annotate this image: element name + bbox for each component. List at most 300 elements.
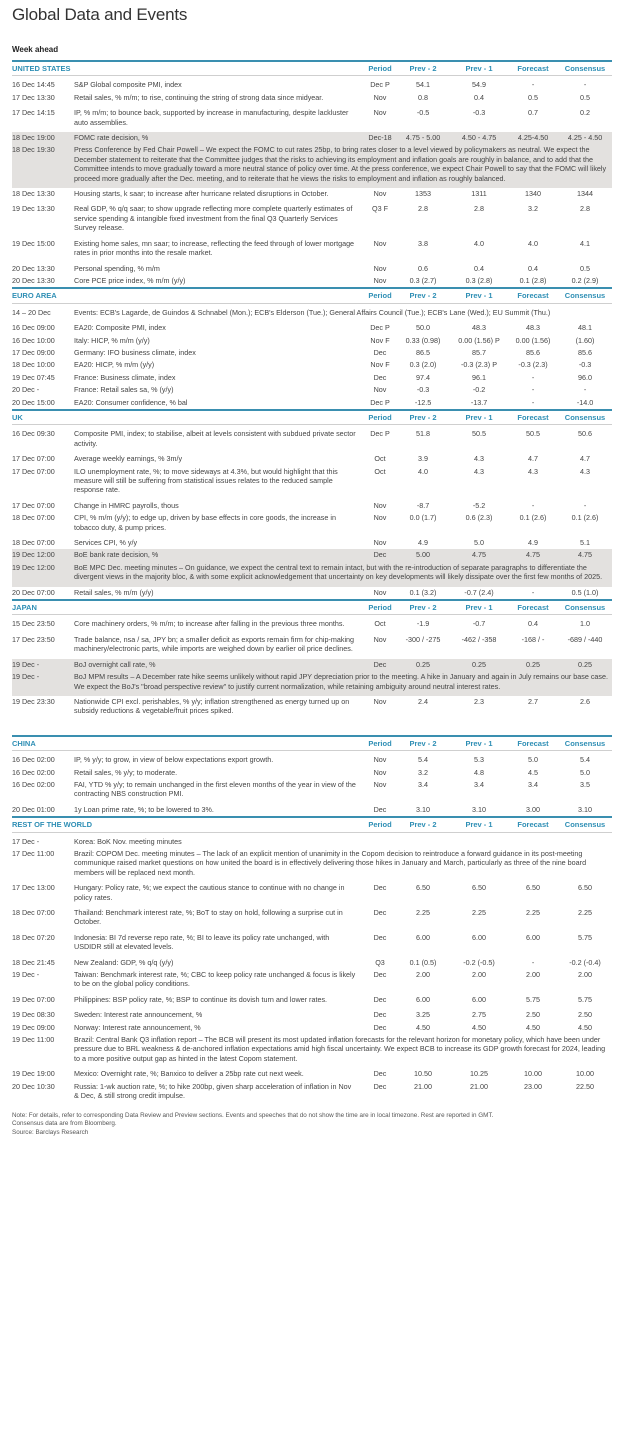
row-date: 19 Dec - (12, 671, 74, 693)
row-forecast: - (531, 500, 535, 510)
footer-note: Note: For details, refer to corresponding Data Review and Preview sections. Events and speeches that do not show the time are in local timezone. Rest are reported in GMT. (12, 1111, 494, 1119)
row-prev-1: 2.25 (472, 908, 487, 917)
row-period: Nov (373, 513, 387, 523)
row-forecast: 0.7 (528, 108, 539, 118)
table-row (12, 994, 612, 1006)
row-date: 19 Dec 09:00 (12, 1022, 55, 1032)
row-forecast: 4.9 (528, 538, 539, 548)
row-description: Press Conference by Fed Chair Powell – We expect the FOMC to cut rates 25bp, to bring rates closer to a level viewed by policymakers as neutral. We expect the December statement to reiterate that the Committee judges that the risks to achieving its employment and inflation goals are roughly in balance, and to add that the Committee intends to move gradually toward a more neutral stance of policy over time. At the press conference, we expect Chair Powell to say that the FOMC will likely proceed more gradually after the Dec. meeting, and to reiterate that he views the risks to employment and inflation as roughly balanced. (74, 144, 612, 185)
row-consensus: 6.50 (578, 883, 593, 893)
row-prev-1: 1311 (471, 189, 487, 199)
row-prev-2: 2.00 (416, 970, 431, 980)
column-header: Forecast (508, 736, 558, 751)
table-row (12, 1009, 612, 1021)
row-consensus: 5.75 (578, 994, 593, 1004)
column-header: Prev - 1 (450, 600, 508, 615)
row-description: Composite PMI, index; to stabilise, albeit at levels consistent with subdued private sector activity. (74, 429, 356, 448)
table-row (12, 275, 612, 288)
row-period: Dec (373, 1022, 387, 1032)
column-header: Prev - 1 (450, 817, 508, 832)
row-consensus: 0.25 (558, 659, 612, 671)
row-description: EA20: HICP, % m/m (y/y) (74, 360, 155, 370)
row-forecast: - (531, 397, 535, 407)
row-forecast: 5.0 (528, 755, 539, 765)
column-header: Consensus (558, 736, 612, 751)
row-forecast: 4.25-4.50 (508, 132, 558, 144)
row-description: Sweden: Interest rate announcement, % (74, 1010, 203, 1020)
row-period: Nov (373, 275, 387, 285)
row-period: Nov (373, 767, 387, 777)
column-header: Period (364, 600, 396, 615)
table-row (12, 549, 612, 561)
row-prev-1: -0.2 (472, 385, 486, 395)
row-consensus: 0.5 (580, 263, 591, 273)
table-row (12, 696, 612, 718)
row-description: France: Business climate, index (74, 372, 176, 382)
row-period: Dec P (370, 429, 390, 439)
row-date: 18 Dec 07:00 (12, 538, 55, 548)
row-forecast: 0.4 (528, 263, 539, 273)
row-consensus: 4.7 (580, 454, 591, 464)
row-period: Nov (373, 779, 387, 789)
row-prev-1: -462 / -358 (461, 634, 497, 644)
row-consensus: 10.00 (576, 1069, 595, 1079)
row-period: Oct (374, 466, 386, 476)
row-date: 14 – 20 Dec (12, 307, 51, 317)
row-prev-2: 5.00 (396, 549, 450, 561)
row-consensus: 4.3 (580, 466, 591, 476)
section-title: REST OF THE WORLD (12, 817, 364, 832)
row-date: 20 Dec - (12, 385, 40, 395)
row-prev-1: 10.25 (470, 1069, 489, 1079)
row-prev-1: 4.0 (474, 238, 485, 248)
row-description: Real GDP, % q/q saar; to show upgrade reflecting more complete quarterly estimates of service spending & intangible fixed investment from the final Q3 Quarterly Services Survey release. (74, 204, 353, 233)
row-prev-2: 3.25 (416, 1010, 431, 1020)
row-date: 19 Dec 19:00 (12, 1069, 55, 1079)
row-consensus: 2.8 (580, 204, 591, 214)
spacer-row (12, 721, 612, 736)
row-period: Nov (373, 189, 387, 199)
row-prev-1: 0.00 (1.56) P (458, 335, 500, 345)
table-row (12, 92, 612, 104)
row-period: Dec (373, 970, 387, 980)
row-prev-2: 10.50 (414, 1069, 433, 1079)
table-row (12, 335, 612, 347)
row-prev-2: 2.8 (418, 204, 429, 214)
row-prev-2: 3.4 (418, 779, 429, 789)
row-consensus: - (583, 385, 587, 395)
row-prev-1: 54.9 (472, 80, 487, 90)
row-description: Norway: Interest rate announcement, % (74, 1022, 201, 1032)
row-period: Oct (374, 619, 386, 629)
row-forecast: 0.1 (2.8) (519, 275, 547, 285)
row-description: IP, % m/m; to bounce back, supported by increase in manufacturing, despite lackluster auto assemblies. (74, 108, 349, 127)
row-forecast: 0.00 (1.56) (515, 335, 551, 345)
table-row (12, 238, 612, 260)
row-period: Nov (373, 385, 387, 395)
column-header: Forecast (508, 600, 558, 615)
column-header: Prev - 2 (396, 600, 450, 615)
row-consensus: 5.0 (580, 767, 591, 777)
spacer (12, 1103, 612, 1106)
table-row (12, 671, 612, 693)
table-row (12, 804, 612, 817)
row-description: Korea: BoK Nov. meeting minutes (74, 836, 182, 846)
row-prev-1: 96.1 (472, 372, 487, 382)
row-period: Dec P (370, 397, 390, 407)
table-row (12, 347, 612, 359)
row-prev-2: -8.7 (416, 500, 430, 510)
row-date: 15 Dec 23:50 (12, 619, 55, 629)
row-prev-2: 0.3 (2.7) (409, 275, 437, 285)
table-row (12, 307, 612, 319)
row-prev-1: 2.8 (474, 204, 485, 214)
row-prev-1: 4.50 - 4.75 (450, 132, 508, 144)
row-forecast: 4.75 (508, 549, 558, 561)
row-description: Trade balance, nsa / sa, JPY bn; a smaller deficit as exports remain firm for chip-making machinery/electronic parts, while imports are weighed down by earlier oil price declines. (74, 634, 355, 654)
table-row (12, 754, 612, 766)
row-date: 17 Dec 07:00 (12, 454, 55, 464)
row-date: 17 Dec - (12, 836, 40, 846)
row-date: 19 Dec 08:30 (12, 1010, 55, 1020)
row-date: 16 Dec 10:00 (12, 335, 55, 345)
row-forecast: -168 / - (521, 634, 545, 644)
table-row (12, 659, 612, 671)
row-consensus: 0.1 (2.6) (571, 513, 599, 523)
row-period: Dec (373, 908, 387, 917)
row-consensus: 50.6 (578, 429, 593, 439)
row-prev-1: 50.5 (472, 429, 487, 439)
section-header-row (12, 61, 612, 76)
row-prev-2: 4.50 (416, 1022, 431, 1032)
row-date: 17 Dec 13:00 (12, 883, 55, 893)
row-consensus: 2.50 (578, 1010, 593, 1020)
row-period: Dec (373, 932, 387, 942)
row-description: BoE MPC Dec. meeting minutes – On guidance, we expect the central text to remain intact, but with the re-introduction of separate paragraphs to differentiate the divergent views in the majority bloc, & with some explicit acknowledgement that uncertainty on key developments will likely dissipate over the first few months of 2025. (74, 562, 612, 584)
row-consensus: 5.1 (580, 538, 591, 548)
row-description: FAI, YTD % y/y; to remain unchanged in the first eleven months of the year in view of the contracting NBS construction PMI. (74, 779, 356, 799)
row-date: 16 Dec 09:30 (12, 429, 55, 439)
section-header-row (12, 410, 612, 425)
row-forecast: 2.25 (526, 908, 541, 917)
row-description: Core machinery orders, % m/m; to increase after falling in the previous three months. (74, 619, 345, 629)
column-header: Consensus (558, 817, 612, 832)
row-forecast: 3.4 (528, 779, 539, 789)
row-prev-1: 4.75 (450, 549, 508, 561)
row-date: 20 Dec 15:00 (12, 397, 55, 407)
row-forecast: 4.7 (528, 454, 539, 464)
row-period: Nov (373, 538, 387, 548)
row-date: 19 Dec 12:00 (12, 549, 74, 561)
row-forecast: 4.3 (528, 466, 539, 476)
section-title: EURO AREA (12, 288, 364, 303)
row-date: 17 Dec 14:15 (12, 108, 55, 118)
row-forecast: 2.50 (526, 1010, 541, 1020)
column-header: Forecast (508, 817, 558, 832)
table-row (12, 500, 612, 512)
row-date: 18 Dec 10:00 (12, 360, 55, 370)
table-row (12, 907, 612, 929)
section-header-row (12, 600, 612, 615)
row-forecast: - (531, 385, 535, 395)
row-prev-1: 2.00 (472, 970, 487, 980)
column-header: Period (364, 817, 396, 832)
row-forecast: - (531, 957, 535, 967)
row-date: 19 Dec - (12, 970, 40, 980)
row-forecast: 0.4 (528, 619, 539, 629)
row-description: Russia: 1-wk auction rate, %; to hike 200bp, given sharp acceleration of inflation in Nov & Dec, & still strong credit impulse. (74, 1081, 352, 1101)
row-description: Indonesia: BI 7d reverse repo rate, %; BI to leave its policy rate unchanged, with USDIDR still at elevated levels. (74, 932, 330, 952)
row-forecast: 2.7 (528, 696, 539, 706)
row-consensus: -0.3 (578, 360, 592, 370)
row-prev-2: 86.5 (416, 347, 431, 357)
table-row (12, 144, 612, 185)
column-header: Forecast (508, 288, 558, 303)
row-prev-2: 54.1 (416, 80, 431, 90)
table-row (12, 107, 612, 129)
row-prev-1: 4.3 (474, 466, 485, 476)
week-ahead-heading: Week ahead (12, 45, 59, 54)
table-row (12, 779, 612, 801)
row-consensus: 4.1 (580, 238, 591, 248)
row-consensus: 5.75 (578, 932, 593, 942)
row-period: Dec (373, 1069, 387, 1079)
row-forecast: 85.6 (526, 347, 541, 357)
column-header: Prev - 2 (396, 817, 450, 832)
row-forecast: 1340 (525, 189, 542, 199)
row-description: Mexico: Overnight rate, %; Banxico to deliver a 25bp rate cut next week. (74, 1069, 304, 1079)
row-prev-1: 3.10 (472, 804, 487, 814)
row-description: 1y Loan prime rate, %; to be lowered to 3%. (74, 804, 214, 814)
row-description: Retail sales, % y/y; to moderate. (74, 767, 178, 777)
row-consensus: 0.2 (2.9) (571, 275, 599, 285)
row-period: Dec (373, 883, 387, 893)
row-date: 20 Dec 13:30 (12, 263, 55, 273)
row-prev-1: 0.3 (2.8) (465, 275, 493, 285)
row-prev-2: 1353 (415, 189, 432, 199)
row-forecast: 4.50 (526, 1022, 541, 1032)
row-forecast: 23.00 (524, 1081, 543, 1091)
row-forecast: 4.5 (528, 767, 539, 777)
row-consensus: 2.25 (578, 908, 593, 917)
table-row (12, 957, 612, 969)
row-consensus: -0.2 (-0.4) (569, 957, 601, 967)
row-prev-2: 0.8 (418, 92, 429, 102)
row-consensus: 2.00 (578, 970, 593, 980)
row-prev-2: 3.2 (418, 767, 429, 777)
row-prev-2: 4.9 (418, 538, 429, 548)
section-header-row (12, 736, 612, 751)
row-prev-2: 51.8 (416, 429, 431, 439)
row-description: Housing starts, k saar; to increase after hurricane related disruptions in October. (74, 189, 329, 199)
row-prev-2: 0.0 (1.7) (409, 513, 437, 523)
table-row (12, 1081, 612, 1103)
row-description: Brazil: Central Bank Q3 inflation report – The BCB will present its most updated inflation forecasts for the relevant horizon for monetary policy, which have been under pressure due to BRL weakness & de-anchored inflation expectations amid high fiscal uncertainty. We expect BCB to increase its GDP growth forecast for 2024, leading to a more positive output gap as hinted in the latest Copom statement. (74, 1035, 606, 1063)
row-description: EA20: Composite PMI, index (74, 323, 166, 333)
row-forecast: 0.25 (508, 659, 558, 671)
row-consensus: 2.6 (580, 696, 591, 706)
row-period: Nov (373, 500, 387, 510)
row-description: Nationwide CPI excl. perishables, % y/y; inflation strengthened as energy turned up on subsidy reductions & vegetable/fruit prices spiked. (74, 696, 350, 716)
column-header: Period (364, 410, 396, 425)
row-prev-2: 50.0 (416, 323, 431, 333)
row-date: 17 Dec 11:00 (12, 848, 55, 858)
section-title: CHINA (12, 736, 364, 751)
row-consensus: 1.0 (580, 619, 591, 629)
row-period: Nov (373, 238, 387, 248)
row-prev-2: 0.33 (0.98) (405, 335, 441, 345)
row-prev-2: 0.25 (396, 659, 450, 671)
column-header: Prev - 2 (396, 410, 450, 425)
footer-source: Source: Barclays Research (12, 1128, 89, 1136)
section-header-row (12, 817, 612, 832)
table-row (12, 132, 612, 144)
row-period: Nov (373, 108, 387, 118)
row-prev-1: 21.00 (470, 1081, 489, 1091)
row-period: Dec (364, 659, 396, 671)
row-prev-1: 5.3 (474, 755, 485, 765)
row-prev-1: 6.50 (472, 883, 487, 893)
row-description: BoJ overnight call rate, % (74, 659, 364, 671)
row-prev-2: 0.1 (3.2) (409, 587, 437, 597)
row-prev-1: 2.75 (472, 1010, 487, 1020)
row-date: 20 Dec 10:30 (12, 1081, 55, 1091)
row-description: Change in HMRC payrolls, thous (74, 500, 179, 510)
column-header: Prev - 2 (396, 61, 450, 76)
column-header: Consensus (558, 600, 612, 615)
row-prev-2: 6.50 (416, 883, 431, 893)
table-row (12, 969, 612, 991)
row-prev-1: 2.3 (474, 696, 485, 706)
row-prev-2: 4.75 - 5.00 (396, 132, 450, 144)
column-header: Period (364, 288, 396, 303)
row-period: Nov (373, 755, 387, 765)
row-period: Nov (373, 696, 387, 706)
footer-consensus: Consensus data are from Bloomberg. (12, 1120, 117, 1128)
row-period: Nov F (370, 360, 390, 370)
row-period: Q3 F (372, 204, 388, 214)
row-forecast: 3.00 (526, 804, 541, 814)
row-forecast: 4.0 (528, 238, 539, 248)
row-description: ILO unemployment rate, %; to move sideways at 4.3%, but would highlight that this measure will still be suffering from statistical issues relates to the reduced sample response rate. (74, 466, 338, 495)
row-description: Hungary: Policy rate, %; we expect the cautious stance to continue with no change in policy rates. (74, 883, 345, 902)
row-period: Nov (373, 263, 387, 273)
row-description: France: Retail sales sa, % (y/y) (74, 385, 174, 395)
row-description: BoJ MPM results – A December rate hike seems unlikely without rapid JPY depreciation prior to the meeting. A hike in January and again in July remains our base case. We expect the BoJ's "broad perspective review" to justify current normalization, while retaining ambiguity around neutral interest rates. (74, 671, 612, 693)
page-title: Global Data and Events (12, 5, 188, 24)
row-date: 16 Dec 02:00 (12, 779, 55, 789)
row-date: 19 Dec 15:00 (12, 238, 55, 248)
row-prev-1: 0.4 (474, 263, 485, 273)
section-title: UK (12, 410, 364, 425)
table-row (12, 203, 612, 234)
row-forecast: - (531, 372, 535, 382)
row-description: Italy: HICP, % m/m (y/y) (74, 335, 150, 345)
table-row (12, 512, 612, 534)
row-prev-2: 6.00 (416, 994, 431, 1004)
row-date: 20 Dec 13:30 (12, 275, 55, 285)
row-prev-2: 3.8 (418, 238, 429, 248)
row-forecast: 6.50 (526, 883, 541, 893)
row-period: Dec (373, 1010, 387, 1020)
table-row (12, 537, 612, 549)
row-prev-1: 4.8 (474, 767, 485, 777)
row-consensus: 85.6 (578, 347, 593, 357)
column-header: Consensus (558, 288, 612, 303)
row-date: 19 Dec 07:00 (12, 994, 55, 1004)
column-header: Consensus (558, 61, 612, 76)
row-consensus: 22.50 (576, 1081, 595, 1091)
row-period: Q3 (375, 957, 385, 967)
row-description: Retail sales, % m/m; to rise, continuing the string of strong data since midyear. (74, 92, 324, 102)
row-date: 17 Dec 09:00 (12, 347, 55, 357)
row-period: Dec P (370, 323, 390, 333)
row-prev-2: -300 / -275 (405, 634, 441, 644)
row-consensus: - (583, 500, 587, 510)
column-header: Forecast (508, 61, 558, 76)
row-description: EA20: Consumer confidence, % bal (74, 397, 188, 407)
row-prev-2: 5.4 (418, 755, 429, 765)
table-row (12, 932, 612, 954)
row-prev-1: 3.4 (474, 779, 485, 789)
row-prev-2: 6.00 (416, 932, 431, 942)
events-table-body (12, 61, 612, 1106)
row-prev-2: -0.3 (416, 385, 430, 395)
row-prev-1: 4.3 (474, 454, 485, 464)
row-description: Events: ECB's Lagarde, de Guindos & Schnabel (Mon.); ECB's Elderson (Tue.); General Affairs Council (Tue.); ECB's Lane (Wed.); EU Summit (Thu.) (74, 307, 551, 317)
row-date: 17 Dec 07:00 (12, 500, 55, 510)
row-date: 18 Dec 19:00 (12, 132, 74, 144)
row-prev-1: -5.2 (472, 500, 486, 510)
row-prev-1: 85.7 (472, 347, 487, 357)
row-prev-2: 2.25 (416, 908, 431, 917)
column-header: Prev - 2 (396, 288, 450, 303)
table-row (12, 384, 612, 396)
row-consensus: 0.5 (1.0) (571, 587, 599, 597)
row-description: Services CPI, % y/y (74, 538, 138, 548)
row-prev-2: 3.10 (416, 804, 431, 814)
table-row (12, 397, 612, 410)
table-row (12, 372, 612, 384)
row-description: Taiwan: Benchmark interest rate, %; CBC to keep policy rate unchanged & focus is likely to be on the global policy conditions. (74, 970, 356, 989)
row-prev-1: 4.50 (472, 1022, 487, 1032)
row-prev-2: -12.5 (414, 397, 432, 407)
row-description: Core PCE price index, % m/m (y/y) (74, 275, 186, 285)
table-row (12, 882, 612, 904)
row-date: 18 Dec 19:30 (12, 144, 74, 185)
row-date: 19 Dec 07:45 (12, 372, 55, 382)
table-row (12, 848, 612, 879)
row-forecast: - (531, 587, 535, 597)
row-description: S&P Global composite PMI, index (74, 80, 182, 90)
row-prev-2: 0.6 (418, 263, 429, 273)
column-header: Period (364, 736, 396, 751)
row-forecast: 0.1 (2.6) (519, 513, 547, 523)
footer (12, 1112, 612, 1138)
row-date: 20 Dec 07:00 (12, 587, 55, 597)
row-date: 19 Dec 11:00 (12, 1035, 55, 1045)
table-row (12, 562, 612, 584)
row-prev-1: -0.7 (2.4) (464, 587, 494, 597)
table-row (12, 322, 612, 334)
table-row (12, 453, 612, 465)
table-row (12, 767, 612, 779)
events-table (12, 60, 612, 1106)
row-prev-1: 0.25 (450, 659, 508, 671)
row-description: Existing home sales, mn saar; to increase, reflecting the feed through of lower mortgage rates in prior months into the resale market. (74, 238, 355, 258)
row-prev-1: -0.2 (-0.5) (463, 957, 495, 967)
row-consensus: 0.2 (580, 108, 591, 118)
